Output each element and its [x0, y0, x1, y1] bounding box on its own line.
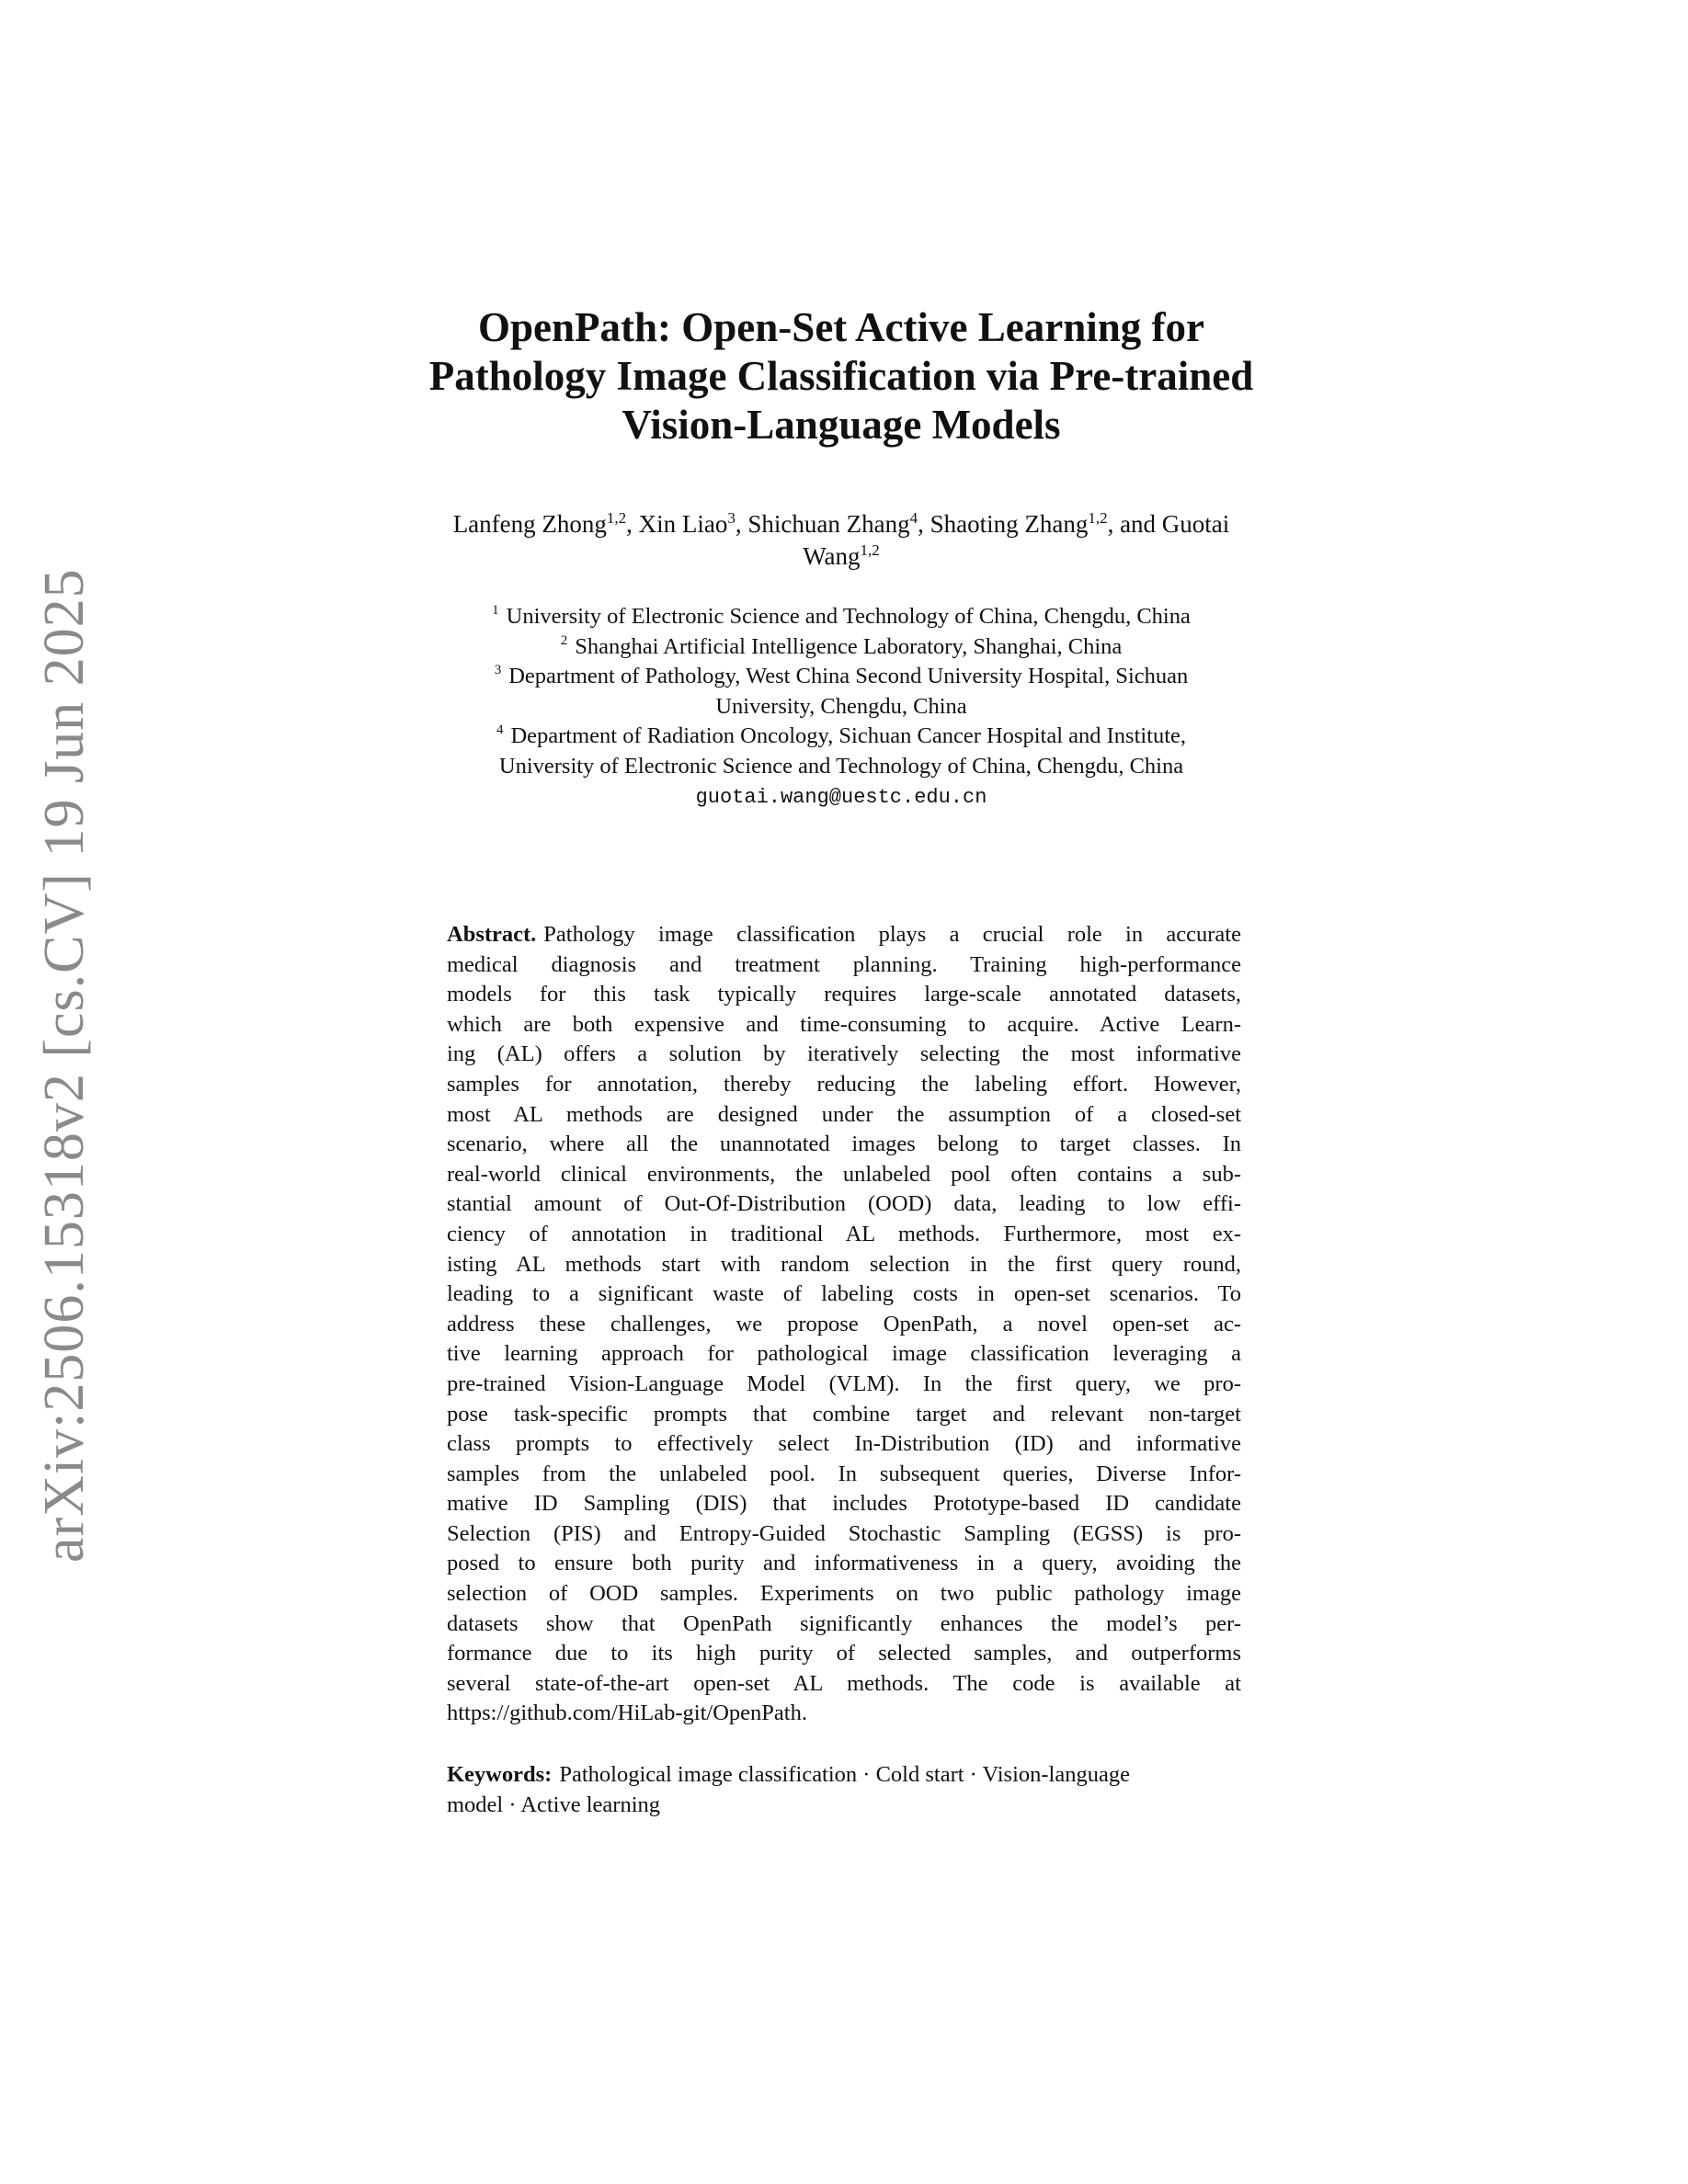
affiliation-text: Department of Pathology, West China Second University Hospital, Sichuan: [508, 664, 1189, 688]
affiliation-line: [386, 602, 1296, 632]
abstract-text: most AL methods are designed under the assumption of a closed-set: [447, 1101, 1241, 1127]
affiliation-number: 2: [560, 632, 568, 648]
abstract-line: [447, 1100, 1241, 1131]
keywords-line: [447, 1760, 1241, 1791]
author-separator: , and Guotai: [1107, 510, 1230, 538]
abstract-line: [447, 1519, 1241, 1550]
abstract-text: tive learning approach for pathological image classification leveraging a: [447, 1341, 1241, 1367]
affiliation-text: University, Chengdu, China: [715, 693, 967, 719]
abstract-line: [447, 1429, 1241, 1460]
abstract-line: [447, 950, 1241, 981]
author-affiliation-mark: 1,2: [1088, 509, 1108, 527]
abstract-text: stantial amount of Out-Of-Distribution (OOD) data, leading to low effi-: [447, 1191, 1241, 1217]
author-name: Lanfeng Zhong: [452, 510, 607, 538]
abstract-text: datasets show that OpenPath significantly enhances the model’s per-: [447, 1610, 1241, 1636]
author-name: Wang: [803, 542, 861, 570]
abstract-text: isting AL methods start with random selection in the first query round,: [447, 1251, 1241, 1277]
affiliation-line: [386, 722, 1296, 752]
keywords-text: model · Active learning: [447, 1792, 660, 1817]
abstract-line: [447, 1160, 1241, 1190]
affiliation-text: University of Electronic Science and Technology of China, Chengdu, China: [506, 604, 1191, 629]
abstract-text: medical diagnosis and treatment planning. Training high-performance: [447, 951, 1241, 977]
abstract-text: several state-of-the-art open-set AL methods. The code is available at: [447, 1670, 1241, 1696]
affiliation-text: Shanghai Artificial Intelligence Laboratory, Shanghai, China: [575, 633, 1123, 659]
abstract-line: [447, 1250, 1241, 1280]
abstract-line: [447, 1280, 1241, 1310]
abstract-line: [447, 1339, 1241, 1370]
author-affiliation-mark: 4: [909, 509, 918, 527]
author-separator: ,: [918, 510, 930, 538]
title-line: Pathology Image Classification via Pre-trained: [428, 353, 1254, 399]
author-affiliation-mark: 3: [727, 509, 736, 527]
abstract-line: [447, 1699, 1241, 1729]
abstract-text: pre-trained Vision-Language Model (VLM). In the first query, we pro-: [447, 1371, 1241, 1396]
abstract-text: class prompts to effectively select In-Distribution (ID) and informative: [447, 1431, 1241, 1457]
abstract-line: [447, 1460, 1241, 1490]
abstract-line: [447, 1669, 1241, 1700]
author-list: [349, 508, 1333, 573]
abstract-text: mative ID Sampling (DIS) that includes Prototype-based ID candidate: [447, 1491, 1241, 1517]
abstract-line: [447, 1189, 1241, 1220]
keywords-line: [447, 1791, 1241, 1821]
abstract-text: scenario, where all the unannotated images belong to target classes. In: [447, 1132, 1241, 1157]
abstract-line: [447, 1010, 1241, 1041]
affiliation-line: [386, 632, 1296, 663]
abstract-label: Abstract.: [447, 922, 537, 947]
arxiv-sidebar-stamp: arXiv:2506.15318v2 [cs.CV] 19 Jun 2025: [33, 568, 96, 1563]
affiliation-text: Department of Radiation Oncology, Sichuan Cancer Hospital and Institute,: [510, 723, 1187, 748]
affiliation-line: [386, 752, 1296, 782]
paper-title: [368, 303, 1315, 449]
abstract-line: [447, 1370, 1241, 1400]
keywords: [447, 1760, 1241, 1820]
author-separator: ,: [626, 510, 639, 538]
title-line: OpenPath: Open-Set Active Learning for: [478, 304, 1204, 350]
author-name: Shichuan Zhang: [747, 510, 910, 538]
abstract-text: posed to ensure both purity and informativeness in a query, avoiding the: [447, 1551, 1241, 1576]
abstract-text: real-world clinical environments, the unlabeled pool often contains a sub-: [447, 1161, 1241, 1187]
abstract-text: Pathology image classification plays a crucial role in accurate: [543, 922, 1241, 947]
affiliation-number: 3: [494, 663, 502, 677]
abstract-text: address these challenges, we propose OpenPath, a novel open-set ac-: [447, 1311, 1241, 1337]
affiliation-list: [386, 602, 1296, 813]
affiliation-line: [386, 781, 1296, 813]
author-line: [349, 540, 1333, 573]
abstract-line: [447, 1639, 1241, 1669]
abstract-line: [447, 1130, 1241, 1160]
abstract-line: [447, 1549, 1241, 1579]
author-name: Shaoting Zhang: [930, 510, 1089, 538]
abstract-text: formance due to its high purity of selected samples, and outperforms: [447, 1641, 1241, 1666]
abstract-line: [447, 1220, 1241, 1250]
abstract-text: leading to a significant waste of labeling costs in open-set scenarios. To: [447, 1281, 1241, 1307]
keywords-label: Keywords:: [447, 1762, 553, 1787]
corresponding-email: guotai.wang@uestc.edu.cn: [695, 786, 987, 809]
affiliation-line: [386, 662, 1296, 692]
abstract-line: [447, 980, 1241, 1010]
abstract-text: selection of OOD samples. Experiments on two public pathology image: [447, 1581, 1241, 1607]
abstract-text: samples for annotation, thereby reducing the labeling effort. However,: [447, 1071, 1241, 1097]
abstract-line: [447, 1070, 1241, 1100]
affiliation-number: 4: [496, 722, 504, 737]
author-separator: ,: [735, 510, 748, 538]
affiliation-number: 1: [492, 603, 499, 618]
author-affiliation-mark: 1,2: [606, 509, 627, 527]
abstract-text: https://github.com/HiLab-git/OpenPath.: [447, 1701, 807, 1726]
abstract-line: [447, 920, 1241, 950]
author-name: Xin Liao: [638, 510, 728, 538]
abstract-line: [447, 1400, 1241, 1430]
abstract-text: Selection (PIS) and Entropy-Guided Stochastic Sampling (EGSS) is pro-: [447, 1520, 1241, 1546]
abstract-text: which are both expensive and time-consuming to acquire. Active Learn-: [447, 1011, 1241, 1037]
abstract-text: samples from the unlabeled pool. In subsequent queries, Diverse Infor-: [447, 1461, 1241, 1486]
abstract-text: pose task-specific prompts that combine target and relevant non-target: [447, 1401, 1241, 1427]
abstract-line: [447, 1610, 1241, 1640]
author-line: [349, 508, 1333, 540]
abstract-line: [447, 1489, 1241, 1519]
abstract-line: [447, 1310, 1241, 1340]
abstract-line: [447, 1040, 1241, 1070]
author-affiliation-mark: 1,2: [860, 541, 880, 559]
affiliation-line: [386, 692, 1296, 722]
affiliation-text: University of Electronic Science and Technology of China, Chengdu, China: [498, 753, 1184, 779]
keywords-text: Pathological image classification · Cold start · Vision-language: [559, 1762, 1130, 1787]
abstract-text: ing (AL) offers a solution by iteratively selecting the most informative: [447, 1041, 1241, 1067]
title-line: Vision-Language Models: [622, 402, 1061, 448]
abstract: [447, 920, 1241, 1729]
abstract-line: [447, 1579, 1241, 1610]
abstract-text: models for this task typically requires large-scale annotated datasets,: [447, 982, 1241, 1007]
abstract-text: ciency of annotation in traditional AL methods. Furthermore, most ex-: [447, 1221, 1241, 1246]
